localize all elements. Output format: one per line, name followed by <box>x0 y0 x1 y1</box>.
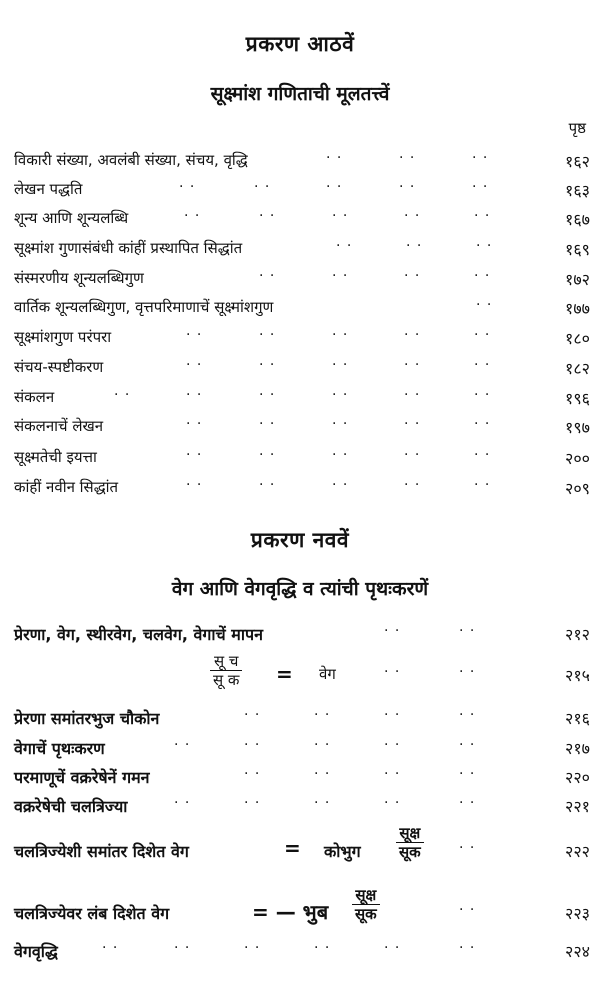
toc-entry <box>14 416 590 446</box>
dot-leader: · · <box>404 357 421 373</box>
dot-leader: · · <box>459 707 476 723</box>
toc-entry <box>14 766 590 796</box>
formula-rhs: वेग <box>319 665 336 683</box>
entry-title: परमाणूचें वक्ररेषेनें गमन <box>14 768 150 787</box>
toc-entry-formula <box>14 652 590 696</box>
toc-entry <box>14 268 590 298</box>
entry-page: २०० <box>565 449 590 468</box>
dot-leader: · · <box>314 795 331 811</box>
dot-leader: · · <box>384 795 401 811</box>
entry-page: २०९ <box>565 479 590 498</box>
entry-title: चलत्रिज्येशी समांतर दिशेत वेग <box>14 842 189 861</box>
page-column-label: पृष्ठ <box>568 119 586 137</box>
chapter-8-subheading: सूक्ष्मांश गणिताची मूलतत्त्वें <box>210 83 390 105</box>
dot-leader: · · <box>174 795 191 811</box>
entry-page: १९७ <box>565 418 590 437</box>
dot-leader: · · <box>474 208 491 224</box>
dot-leader: · · <box>474 447 491 463</box>
toc-entry <box>14 179 590 209</box>
dot-leader: · · <box>474 357 491 373</box>
dot-leader: · · <box>254 179 271 195</box>
dot-leader: · · <box>314 707 331 723</box>
dot-leader: · · <box>404 447 421 463</box>
equals-sign: = — भुब <box>252 900 329 924</box>
entry-title: सूक्ष्मांश गुणासंबंधी कांहीं प्रस्थापित सिद्धांत <box>14 239 243 257</box>
dot-leader: · · <box>459 766 476 782</box>
dot-leader: · · <box>259 416 276 432</box>
dot-leader: · · <box>472 150 489 166</box>
toc-entry <box>14 940 590 970</box>
dot-leader: · · <box>186 387 203 403</box>
entry-page: १८२ <box>565 359 590 378</box>
fraction-numerator: सूक्ष <box>352 886 380 905</box>
entry-page: १८० <box>565 329 590 348</box>
dot-leader: · · <box>404 268 421 284</box>
dot-leader: · · <box>186 477 203 493</box>
dot-leader: · · <box>332 357 349 373</box>
entry-page: १७२ <box>565 270 590 289</box>
dot-leader: · · <box>184 208 201 224</box>
chapter-9-subheading: वेग आणि वेगवृद्धि व त्यांची पृथःकरणें <box>171 578 429 600</box>
dot-leader: · · <box>459 902 476 918</box>
entry-title: प्रेरणा, वेग, स्थीरवेग, चलवेग, वेगाचें मापन <box>14 625 263 644</box>
dot-leader: · · <box>332 387 349 403</box>
fraction <box>210 652 242 689</box>
dot-leader: · · <box>244 766 261 782</box>
entry-page: २२० <box>565 768 590 787</box>
dot-leader: · · <box>186 357 203 373</box>
dot-leader: · · <box>384 623 401 639</box>
dot-leader: · · <box>244 940 261 956</box>
dot-leader: · · <box>404 416 421 432</box>
dot-leader: · · <box>326 179 343 195</box>
dot-leader: · · <box>406 238 423 254</box>
entry-page: १९६ <box>565 389 590 408</box>
toc-entry <box>14 707 590 737</box>
dot-leader: · · <box>332 447 349 463</box>
dot-leader: · · <box>459 623 476 639</box>
entry-page: १६७ <box>565 210 590 229</box>
dot-leader: · · <box>332 477 349 493</box>
dot-leader: · · <box>186 447 203 463</box>
entry-page: २२२ <box>565 842 590 861</box>
entry-title: संचय-स्पष्टीकरण <box>14 358 104 376</box>
dot-leader: · · <box>244 737 261 753</box>
formula-term: कोभुग <box>324 842 361 861</box>
dot-leader: · · <box>186 327 203 343</box>
dot-leader: · · <box>102 940 119 956</box>
dot-leader: · · <box>186 416 203 432</box>
equals-sign: = <box>284 836 301 860</box>
dot-leader: · · <box>314 737 331 753</box>
toc-entry <box>14 795 590 825</box>
entry-page: २२१ <box>565 797 590 816</box>
dot-leader: · · <box>259 447 276 463</box>
entry-title: वेगाचें पृथःकरण <box>14 739 105 758</box>
entry-page: २१७ <box>565 739 590 758</box>
toc-entry <box>14 623 590 653</box>
entry-title: चलत्रिज्येवर लंब दिशेत वेग <box>14 904 170 923</box>
dot-leader: · · <box>384 766 401 782</box>
equals-sign: = <box>276 662 293 686</box>
toc-entry <box>14 208 590 238</box>
toc-entry <box>14 327 590 357</box>
dot-leader: · · <box>474 268 491 284</box>
entry-title: सूक्ष्मांशगुण परंपरा <box>14 328 112 346</box>
dot-leader: · · <box>244 707 261 723</box>
entry-title: संकलनाचें लेखन <box>14 417 104 435</box>
entry-title: कांहीं नवीन सिद्धांत <box>14 478 119 496</box>
entry-title: वार्तिक शून्यलब्धिगुण, वृत्तपरिमाणाचें सूक्ष्मांशगुण <box>14 298 274 316</box>
dot-leader: · · <box>474 327 491 343</box>
dot-leader: · · <box>259 208 276 224</box>
entry-title: संकलन <box>14 388 55 406</box>
entry-title: शून्य आणि शून्यलब्धि <box>14 209 129 227</box>
entry-page: १६२ <box>565 152 590 171</box>
chapter-9-heading: प्रकरण नववें <box>250 528 350 552</box>
toc-entry-formula <box>14 884 590 934</box>
fraction <box>396 824 424 861</box>
entry-title: संस्मरणीय शून्यलब्धिगुण <box>14 269 144 287</box>
dot-leader: · · <box>332 416 349 432</box>
entry-title: सूक्ष्मतेची इयत्ता <box>14 448 97 466</box>
dot-leader: · · <box>474 477 491 493</box>
dot-leader: · · <box>174 940 191 956</box>
fraction <box>352 886 380 923</box>
dot-leader: · · <box>259 327 276 343</box>
dot-leader: · · <box>476 297 493 313</box>
entry-title: विकारी संख्या, अवलंबी संख्या, संचय, वृद्धि <box>14 151 248 169</box>
dot-leader: · · <box>179 179 196 195</box>
dot-leader: · · <box>404 387 421 403</box>
dot-leader: · · <box>259 387 276 403</box>
dot-leader: · · <box>459 840 476 856</box>
dot-leader: · · <box>404 327 421 343</box>
entry-page: २१५ <box>565 666 590 685</box>
entry-page: २१६ <box>565 709 590 728</box>
dot-leader: · · <box>314 940 331 956</box>
toc-entry <box>14 297 590 327</box>
dot-leader: · · <box>472 179 489 195</box>
entry-title: प्रेरणा समांतरभुज चौकोन <box>14 709 160 728</box>
dot-leader: · · <box>336 238 353 254</box>
dot-leader: · · <box>259 268 276 284</box>
dot-leader: · · <box>259 477 276 493</box>
fraction-numerator: सूक्ष <box>396 824 424 843</box>
dot-leader: · · <box>244 795 261 811</box>
dot-leader: · · <box>474 416 491 432</box>
entry-title: वक्ररेषेची चलत्रिज्या <box>14 797 128 816</box>
fraction-numerator: सू च <box>210 652 242 671</box>
dot-leader: · · <box>459 940 476 956</box>
fraction-denominator: सू क <box>213 671 240 689</box>
dot-leader: · · <box>459 737 476 753</box>
entry-title: वेगवृद्धि <box>14 942 58 961</box>
dot-leader: · · <box>399 179 416 195</box>
toc-entry <box>14 150 590 180</box>
dot-leader: · · <box>332 327 349 343</box>
dot-leader: · · <box>399 150 416 166</box>
chapter-8-heading: प्रकरण आठवें <box>245 32 355 56</box>
toc-entry <box>14 477 590 507</box>
dot-leader: · · <box>174 737 191 753</box>
dot-leader: · · <box>459 795 476 811</box>
fraction-denominator: सूक <box>355 905 377 923</box>
dot-leader: · · <box>259 357 276 373</box>
dot-leader: · · <box>114 387 131 403</box>
toc-entry <box>14 238 590 268</box>
entry-page: २१२ <box>565 625 590 644</box>
dot-leader: · · <box>314 766 331 782</box>
dot-leader: · · <box>332 208 349 224</box>
toc-entry <box>14 357 590 387</box>
entry-page: १७७ <box>565 299 590 318</box>
dot-leader: · · <box>459 664 476 680</box>
toc-entry <box>14 737 590 767</box>
dot-leader: · · <box>384 664 401 680</box>
dot-leader: · · <box>476 238 493 254</box>
fraction-denominator: सूक <box>399 843 421 861</box>
entry-page: २२३ <box>565 904 590 923</box>
toc-entry <box>14 447 590 477</box>
toc-entry <box>14 387 590 417</box>
entry-page: २२४ <box>565 942 590 961</box>
toc-entry-formula <box>14 822 590 872</box>
dot-leader: · · <box>474 387 491 403</box>
dot-leader: · · <box>404 208 421 224</box>
dot-leader: · · <box>332 268 349 284</box>
dot-leader: · · <box>384 940 401 956</box>
entry-page: १६९ <box>565 240 590 259</box>
dot-leader: · · <box>384 737 401 753</box>
dot-leader: · · <box>384 707 401 723</box>
dot-leader: · · <box>326 150 343 166</box>
dot-leader: · · <box>404 477 421 493</box>
entry-page: १६३ <box>565 181 590 200</box>
entry-title: लेखन पद्धति <box>14 180 83 198</box>
